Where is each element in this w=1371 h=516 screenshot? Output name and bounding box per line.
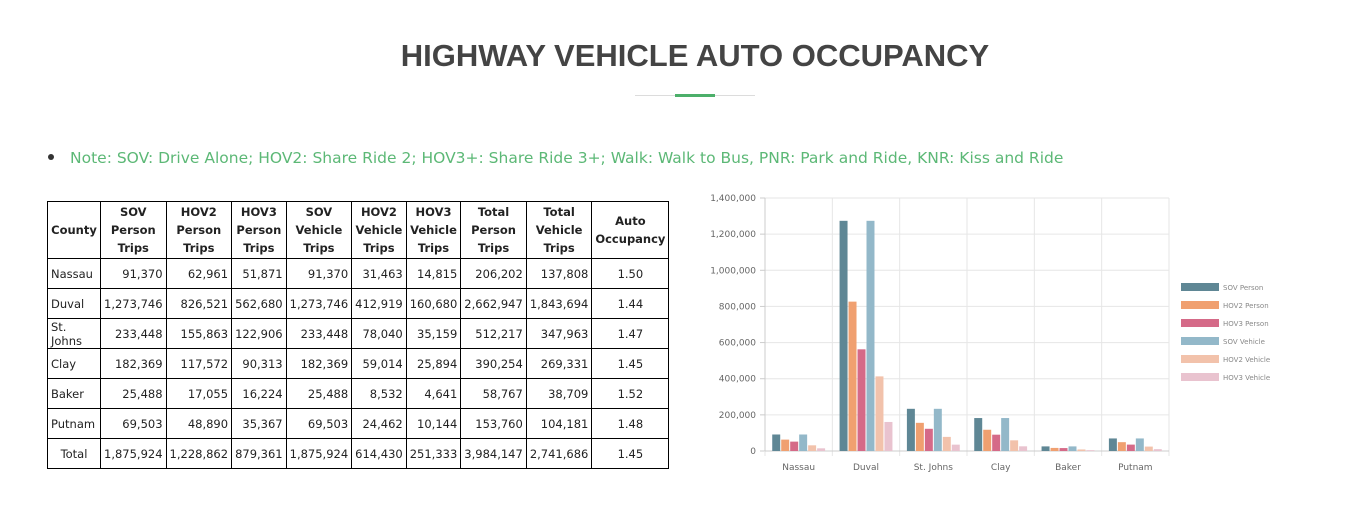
value-cell: 4,641: [406, 379, 461, 409]
value-cell: 51,871: [232, 259, 287, 289]
bar-sov-person: [974, 418, 982, 451]
value-cell: 91,370: [286, 259, 352, 289]
header-cell: Total Vehicle Trips: [526, 202, 592, 259]
bar-sov-person: [772, 434, 780, 451]
header-cell: HOV2 Person Trips: [166, 202, 232, 259]
value-cell: 562,680: [232, 289, 287, 319]
bar-sov-person: [1109, 438, 1117, 451]
bar-hov2-person: [849, 302, 857, 451]
x-tick-label: St. Johns: [913, 463, 953, 473]
value-cell: 412,919: [352, 289, 407, 319]
bar-sov-vehicle: [867, 221, 875, 451]
value-cell: 826,521: [166, 289, 232, 319]
value-cell: 16,224: [232, 379, 287, 409]
value-cell: 1,875,924: [101, 439, 167, 469]
value-cell: 48,890: [166, 409, 232, 439]
table-row: [48, 319, 669, 349]
legend-label: SOV Person: [1223, 284, 1264, 292]
legend-label: SOV Vehicle: [1223, 338, 1265, 346]
value-cell: 62,961: [166, 259, 232, 289]
value-cell: 25,488: [286, 379, 352, 409]
header-cell: SOV Vehicle Trips: [286, 202, 352, 259]
value-cell: 25,894: [406, 349, 461, 379]
x-tick-label: Duval: [853, 463, 879, 473]
occupancy-cell: 1.47: [592, 319, 669, 349]
note-text: Note: SOV: Drive Alone; HOV2: Share Ride 2; HOV3+: Share Ride 3+; Walk: Walk to Bus, PNR: Park and Ride, KNR: Kiss and Ride: [70, 149, 1064, 167]
value-cell: 182,369: [101, 349, 167, 379]
bar-hov2-person: [1051, 448, 1059, 451]
value-cell: 160,680: [406, 289, 461, 319]
legend-swatch: [1181, 319, 1219, 327]
occupancy-cell: 1.52: [592, 379, 669, 409]
table-row: [48, 379, 669, 409]
value-cell: 512,217: [461, 319, 527, 349]
bar-hov3-vehicle: [1086, 450, 1094, 451]
bar-sov-vehicle: [1069, 446, 1077, 451]
value-cell: 35,159: [406, 319, 461, 349]
legend-swatch: [1181, 301, 1219, 309]
bar-hov2-person: [983, 430, 991, 451]
value-cell: 155,863: [166, 319, 232, 349]
table-row: [48, 409, 669, 439]
bullet-icon: [48, 154, 54, 160]
bar-hov2-vehicle: [875, 376, 883, 451]
y-tick-label: 1,000,000: [710, 266, 756, 277]
legend-label: HOV3 Vehicle: [1223, 374, 1271, 382]
occupancy-cell: 1.45: [592, 349, 669, 379]
value-cell: 91,370: [101, 259, 167, 289]
x-tick-label: Clay: [990, 463, 1011, 473]
value-cell: 58,767: [461, 379, 527, 409]
value-cell: 1,273,746: [101, 289, 167, 319]
value-cell: 25,488: [101, 379, 167, 409]
value-cell: 69,503: [101, 409, 167, 439]
bar-hov2-person: [1118, 442, 1126, 451]
legend-label: HOV2 Vehicle: [1223, 356, 1271, 364]
value-cell: 347,963: [526, 319, 592, 349]
table-header-row: [48, 202, 669, 259]
value-cell: 8,532: [352, 379, 407, 409]
value-cell: 31,463: [352, 259, 407, 289]
value-cell: 10,144: [406, 409, 461, 439]
occupancy-table: [47, 201, 669, 469]
legend-label: HOV3 Person: [1223, 320, 1269, 328]
y-tick-label: 400,000: [718, 374, 756, 385]
bar-sov-vehicle: [1136, 438, 1144, 451]
header-cell: HOV2 Vehicle Trips: [352, 202, 407, 259]
county-cell: Total: [48, 439, 101, 469]
value-cell: 14,815: [406, 259, 461, 289]
value-cell: 69,503: [286, 409, 352, 439]
y-tick-label: 1,400,000: [710, 194, 756, 204]
bar-hov3-vehicle: [1154, 449, 1162, 451]
bar-hov3-vehicle: [884, 422, 892, 451]
county-cell: Clay: [48, 349, 101, 379]
occupancy-cell: 1.50: [592, 259, 669, 289]
bar-hov2-vehicle: [1077, 449, 1085, 451]
value-cell: 35,367: [232, 409, 287, 439]
header-cell: SOV Person Trips: [101, 202, 167, 259]
value-cell: 90,313: [232, 349, 287, 379]
x-tick-label: Baker: [1055, 463, 1081, 473]
bar-hov3-person: [925, 429, 933, 451]
bar-hov3-person: [1127, 445, 1135, 451]
value-cell: 38,709: [526, 379, 592, 409]
value-cell: 1,273,746: [286, 289, 352, 319]
bar-sov-person: [907, 409, 915, 451]
bar-hov2-vehicle: [943, 437, 951, 451]
bar-sov-person: [1042, 446, 1050, 451]
page-title: HIGHWAY VEHICLE AUTO OCCUPANCY: [400, 38, 990, 73]
legend-swatch: [1181, 283, 1219, 291]
table-row: [48, 289, 669, 319]
value-cell: 233,448: [101, 319, 167, 349]
value-cell: 153,760: [461, 409, 527, 439]
value-cell: 24,462: [352, 409, 407, 439]
value-cell: 17,055: [166, 379, 232, 409]
value-cell: 122,906: [232, 319, 287, 349]
value-cell: 1,843,694: [526, 289, 592, 319]
county-cell: Putnam: [48, 409, 101, 439]
bar-hov3-person: [992, 435, 1000, 451]
bar-hov3-vehicle: [1019, 446, 1027, 451]
value-cell: 1,228,862: [166, 439, 232, 469]
county-cell: Baker: [48, 379, 101, 409]
bar-hov3-vehicle: [952, 445, 960, 451]
x-tick-label: Nassau: [782, 463, 816, 473]
bar-hov2-vehicle: [1010, 440, 1018, 451]
header-cell: Total Person Trips: [461, 202, 527, 259]
county-cell: Duval: [48, 289, 101, 319]
y-tick-label: 800,000: [718, 302, 756, 313]
value-cell: 251,333: [406, 439, 461, 469]
occupancy-cell: 1.44: [592, 289, 669, 319]
header-cell: HOV3 Vehicle Trips: [406, 202, 461, 259]
legend-swatch: [1181, 355, 1219, 363]
note-list-item: [48, 149, 1063, 167]
occupancy-cell: 1.45: [592, 439, 669, 469]
county-cell: Nassau: [48, 259, 101, 289]
bar-hov2-person: [781, 440, 789, 451]
bar-hov2-vehicle: [808, 445, 816, 451]
value-cell: 3,984,147: [461, 439, 527, 469]
title-divider-accent: [675, 94, 715, 97]
y-tick-label: 1,200,000: [710, 230, 756, 241]
bar-sov-vehicle: [934, 409, 942, 451]
bar-hov3-vehicle: [817, 448, 825, 451]
value-cell: 78,040: [352, 319, 407, 349]
legend-swatch: [1181, 337, 1219, 345]
bar-hov2-person: [916, 423, 924, 451]
bar-sov-vehicle: [1001, 418, 1009, 451]
occupancy-bar-chart: [700, 185, 1300, 485]
table-total-row: [48, 439, 669, 469]
value-cell: 269,331: [526, 349, 592, 379]
bar-hov3-person: [1060, 448, 1068, 451]
value-cell: 117,572: [166, 349, 232, 379]
value-cell: 182,369: [286, 349, 352, 379]
bar-hov2-vehicle: [1145, 447, 1153, 451]
value-cell: 233,448: [286, 319, 352, 349]
table-row: [48, 259, 669, 289]
y-tick-label: 600,000: [718, 338, 756, 349]
header-cell: County: [48, 202, 101, 259]
value-cell: 137,808: [526, 259, 592, 289]
y-tick-label: 200,000: [718, 410, 756, 421]
header-cell: HOV3 Person Trips: [232, 202, 287, 259]
value-cell: 2,662,947: [461, 289, 527, 319]
value-cell: 1,875,924: [286, 439, 352, 469]
legend-label: HOV2 Person: [1223, 302, 1269, 310]
header-cell: Auto Occupancy: [592, 202, 669, 259]
bar-hov3-person: [790, 442, 798, 451]
bar-sov-vehicle: [799, 434, 807, 451]
value-cell: 59,014: [352, 349, 407, 379]
table-row: [48, 349, 669, 379]
value-cell: 879,361: [232, 439, 287, 469]
value-cell: 206,202: [461, 259, 527, 289]
value-cell: 2,741,686: [526, 439, 592, 469]
value-cell: 614,430: [352, 439, 407, 469]
legend-swatch: [1181, 373, 1219, 381]
bar-sov-person: [840, 221, 848, 451]
bar-hov3-person: [858, 349, 866, 451]
value-cell: 390,254: [461, 349, 527, 379]
x-tick-label: Putnam: [1118, 463, 1153, 473]
y-tick-label: 0: [750, 447, 756, 457]
county-cell: St. Johns: [48, 319, 101, 349]
occupancy-cell: 1.48: [592, 409, 669, 439]
value-cell: 104,181: [526, 409, 592, 439]
